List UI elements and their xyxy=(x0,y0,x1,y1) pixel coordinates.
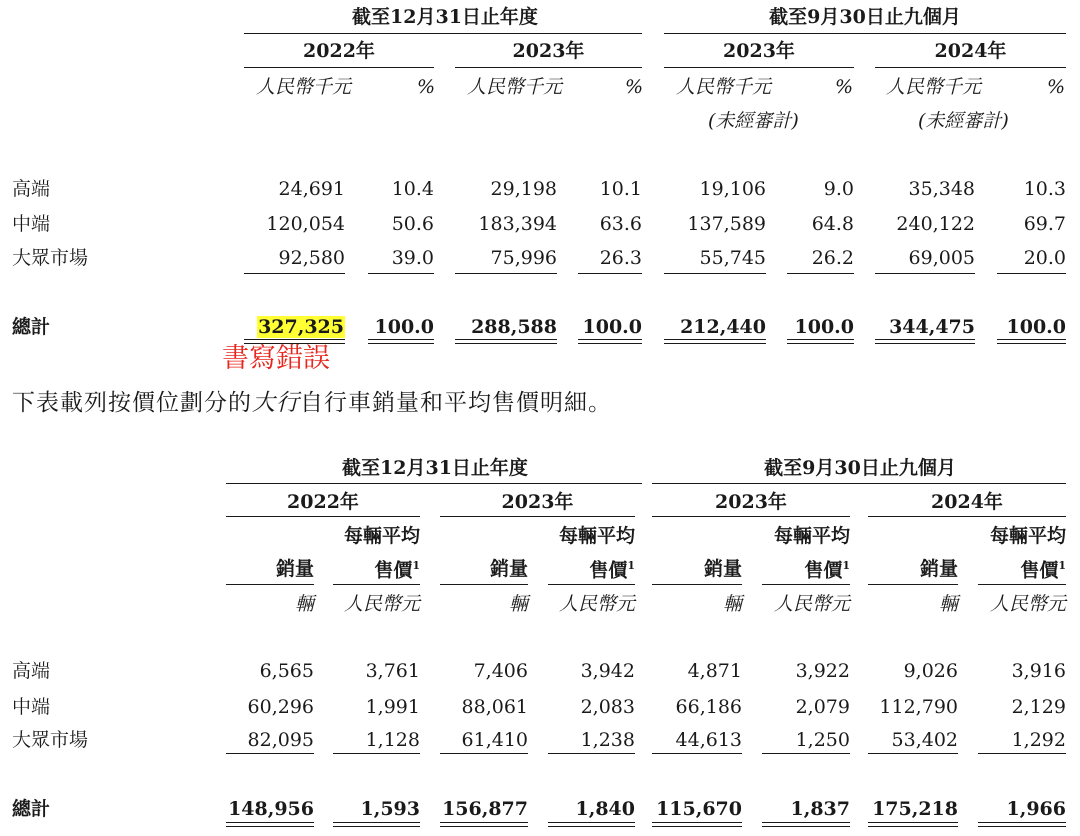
t1-unaudited-label: (未經審計) xyxy=(918,110,1009,132)
t1-unaudited-label: (未經審計) xyxy=(708,110,799,132)
t2-cell: 2,129 xyxy=(1011,696,1066,718)
t1-cell: 240,122 xyxy=(896,213,975,235)
t2-cell: 2,079 xyxy=(795,696,850,718)
t1-cell: 9.0 xyxy=(823,178,854,200)
t2-cell: 82,095 xyxy=(247,729,314,751)
t1-year-2023-9m: 2023年 xyxy=(723,40,795,62)
t2-avg-label-2-text: 售價 xyxy=(374,559,413,582)
t2-group-nine-months: 截至9月30日止九個月 xyxy=(764,457,956,479)
t1-total-value: 100.0 xyxy=(794,316,854,338)
t2-avg-label-2-text: 售價 xyxy=(589,559,628,582)
t2-cell: 3,942 xyxy=(580,660,635,682)
t2-cell: 4,871 xyxy=(687,660,742,682)
t1-total-value: 100.0 xyxy=(1006,316,1066,338)
t2-cell: 7,406 xyxy=(473,660,528,682)
t1-group-fiscal-year: 截至12月31日止年度 xyxy=(352,6,538,28)
t2-cell: 1,250 xyxy=(795,729,850,751)
t1-total-value: 100.0 xyxy=(374,316,434,338)
t2-cell: 112,790 xyxy=(879,696,958,718)
t2-cell: 6,565 xyxy=(259,660,314,682)
t2-year-2022: 2022年 xyxy=(287,491,359,513)
t2-unit-volume: 輛 xyxy=(722,593,742,615)
t1-row-label: 中端 xyxy=(12,213,51,235)
t2-cell: 1,238 xyxy=(580,729,635,751)
t2-avg-label-2-text: 售價 xyxy=(804,559,843,582)
t1-row-label: 高端 xyxy=(12,178,51,200)
t2-total-cell: 156,877 xyxy=(442,798,528,820)
intro-sentence-post: 自行車銷量和平均售價明細。 xyxy=(300,390,612,416)
t1-cell: 35,348 xyxy=(908,178,975,200)
footnote-marker: 1 xyxy=(1058,559,1066,572)
t2-cell: 1,292 xyxy=(1011,729,1066,751)
t2-unit-price: 人民幣元 xyxy=(773,593,850,615)
t2-volume-label: 銷量 xyxy=(703,558,742,580)
t2-volume-label: 銷量 xyxy=(489,558,528,580)
t2-avg-label-1: 每輛平均 xyxy=(989,525,1066,547)
t1-pct-label: % xyxy=(1046,76,1065,98)
t2-cell: 53,402 xyxy=(891,729,958,751)
t1-cell: 183,394 xyxy=(478,213,557,235)
t1-pct-label: % xyxy=(834,76,853,98)
t1-cell: 64.8 xyxy=(811,213,854,235)
t1-cell: 39.0 xyxy=(391,247,434,269)
t2-avg-label-1: 每輛平均 xyxy=(558,525,635,547)
error-annotation: 書寫錯誤 xyxy=(222,343,330,374)
t2-avg-label-2 xyxy=(300,560,420,580)
t2-total-cell: 1,837 xyxy=(790,798,850,820)
t1-total-label: 總計 xyxy=(12,316,51,338)
t1-pct-label: % xyxy=(416,76,435,98)
t1-total-cell xyxy=(522,318,642,337)
footnote-marker: 1 xyxy=(412,559,420,572)
t1-total-value: 344,475 xyxy=(889,316,975,338)
t2-row-label: 高端 xyxy=(12,660,51,682)
t2-unit-price: 人民幣元 xyxy=(989,593,1066,615)
t2-cell: 1,991 xyxy=(365,696,420,718)
t1-unit-label: 人民幣千元 xyxy=(467,76,563,98)
t2-cell: 3,761 xyxy=(365,660,420,682)
t1-cell: 69.7 xyxy=(1023,213,1066,235)
t1-cell: 50.6 xyxy=(391,213,434,235)
t2-cell: 60,296 xyxy=(247,696,314,718)
t2-avg-label-1: 每輛平均 xyxy=(343,525,420,547)
t1-cell: 20.0 xyxy=(1023,247,1066,269)
t1-cell: 10.1 xyxy=(599,178,642,200)
t2-avg-label-2 xyxy=(730,560,850,580)
t2-year-2024-9m: 2024年 xyxy=(931,491,1003,513)
t2-unit-volume: 輛 xyxy=(294,593,314,615)
t1-year-2022: 2022年 xyxy=(303,40,375,62)
t1-cell: 69,005 xyxy=(908,247,975,269)
t2-total-cell: 175,218 xyxy=(872,798,958,820)
t1-total-value: 288,588 xyxy=(471,316,557,338)
t2-cell: 61,410 xyxy=(461,729,528,751)
t1-total-cell xyxy=(734,318,854,337)
t2-unit-price: 人民幣元 xyxy=(558,593,635,615)
t2-group-fiscal-year: 截至12月31日止年度 xyxy=(342,457,528,479)
t1-total-value: 100.0 xyxy=(582,316,642,338)
t1-cell: 92,580 xyxy=(278,247,345,269)
t2-year-2023-9m: 2023年 xyxy=(715,491,787,513)
t2-avg-label-2-text: 售價 xyxy=(1020,559,1059,582)
t2-row-label: 中端 xyxy=(12,696,51,718)
t2-cell: 88,061 xyxy=(461,696,528,718)
t2-volume-label: 銷量 xyxy=(275,558,314,580)
t1-total-value: 212,440 xyxy=(680,316,766,338)
t2-cell: 1,128 xyxy=(365,729,420,751)
t2-unit-volume: 輛 xyxy=(938,593,958,615)
t1-pct-label: % xyxy=(624,76,643,98)
t2-total-cell: 148,956 xyxy=(228,798,314,820)
t2-total-cell: 1,840 xyxy=(575,798,635,820)
t1-year-2023-fy: 2023年 xyxy=(512,40,585,62)
t2-cell: 3,916 xyxy=(1011,660,1066,682)
t1-unit-label: 人民幣千元 xyxy=(676,76,772,98)
t1-group-nine-months: 截至9月30日止九個月 xyxy=(769,6,961,28)
intro-sentence-italic: 大行 xyxy=(252,390,300,416)
t2-cell: 9,026 xyxy=(903,660,958,682)
t1-total-cell xyxy=(314,318,434,337)
t2-cell: 44,613 xyxy=(675,729,742,751)
t2-total-cell: 1,966 xyxy=(1006,798,1066,820)
t1-cell: 55,745 xyxy=(699,247,766,269)
t1-cell: 10.4 xyxy=(391,178,434,200)
t1-cell: 24,691 xyxy=(278,178,345,200)
t2-total-label: 總計 xyxy=(12,798,51,820)
t1-cell: 120,054 xyxy=(266,213,345,235)
t1-row-label: 大眾市場 xyxy=(12,247,89,269)
intro-sentence-pre: 下表載列按價位劃分的 xyxy=(12,390,252,416)
t2-year-2023-fy: 2023年 xyxy=(501,491,574,513)
t1-cell: 26.3 xyxy=(599,247,642,269)
t2-volume-label: 銷量 xyxy=(919,558,958,580)
t2-unit-volume: 輛 xyxy=(508,593,528,615)
t2-cell: 66,186 xyxy=(675,696,742,718)
t1-total-cell xyxy=(946,318,1066,337)
t2-unit-price: 人民幣元 xyxy=(343,593,420,615)
t1-cell: 26.2 xyxy=(811,247,854,269)
t2-row-label: 大眾市場 xyxy=(12,729,89,751)
t2-cell: 3,922 xyxy=(795,660,850,682)
t1-year-2024-9m: 2024年 xyxy=(934,40,1007,62)
t1-cell: 19,106 xyxy=(699,178,766,200)
t1-cell: 63.6 xyxy=(599,213,642,235)
t1-cell: 10.3 xyxy=(1023,178,1066,200)
t2-avg-label-1: 每輛平均 xyxy=(773,525,850,547)
footnote-marker: 1 xyxy=(842,559,850,572)
footnote-marker: 1 xyxy=(627,559,635,572)
t1-unit-label: 人民幣千元 xyxy=(886,76,982,98)
t1-cell: 75,996 xyxy=(490,247,557,269)
t2-cell: 2,083 xyxy=(580,696,635,718)
intro-sentence xyxy=(12,392,612,415)
t1-cell: 29,198 xyxy=(490,178,557,200)
t2-total-cell: 1,593 xyxy=(360,798,420,820)
t2-avg-label-2 xyxy=(946,560,1066,580)
t1-unit-label: 人民幣千元 xyxy=(256,76,352,98)
t2-total-cell: 115,670 xyxy=(656,798,742,820)
t1-cell: 137,589 xyxy=(687,213,766,235)
t2-avg-label-2 xyxy=(515,560,635,580)
highlighted-total: 327,325 xyxy=(258,316,344,338)
